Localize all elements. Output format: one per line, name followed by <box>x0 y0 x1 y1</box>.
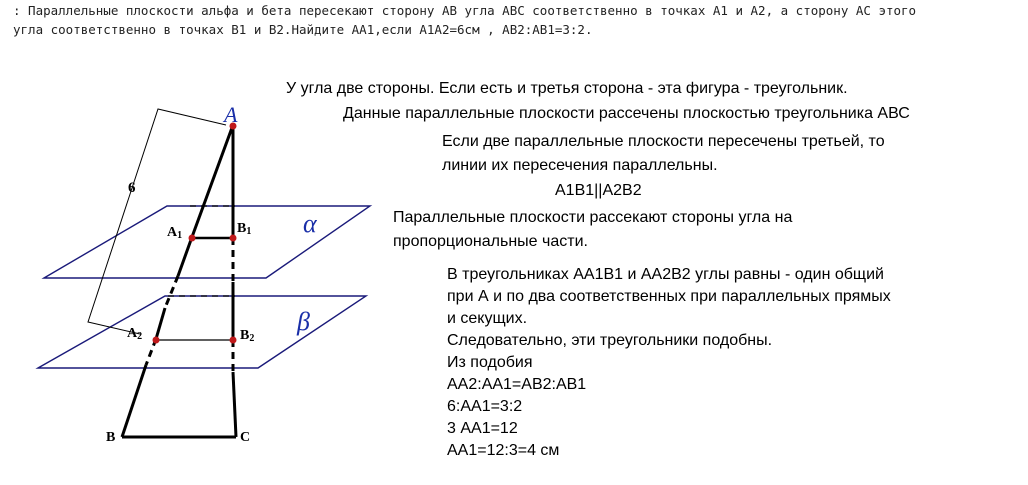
conclusion-line: Следовательно, эти треугольники подобны. <box>447 332 773 349</box>
conclusion-line: АА2:АА1=АВ2:АВ1 <box>447 376 587 393</box>
solution-line-2: Данные параллельные плоскости рассечены плоскостью треугольника АВС <box>343 105 910 122</box>
plane-alpha <box>44 206 370 278</box>
side-ab-middle-2 <box>156 308 165 339</box>
label-a2: A2 <box>127 326 143 342</box>
conclusion-line: 3 АА1=12 <box>447 420 518 437</box>
side-ab-top <box>192 125 233 237</box>
conclusion-line: при А и по два соответственных при параллельных прямых <box>447 288 891 305</box>
conclusion-line: В треугольниках АА1В1 и АА2В2 углы равны - один общий <box>447 266 884 283</box>
side-ab-hidden-1 <box>165 276 178 308</box>
label-alpha: α <box>303 209 317 238</box>
label-c: C <box>240 430 251 445</box>
label-a1: A1 <box>167 225 183 241</box>
label-length-6: 6 <box>128 180 136 196</box>
problem-statement: : Параллельные плоскости альфа и бета пересекают сторону АВ угла АВС соответственно в точках А1 и А2, а сторону АС этого угла соответственно в точках В1 и В2.Найдите АА1,если А1А2=6см , АВ2:АВ1=3:2. <box>13 3 917 37</box>
conclusion-line: АА1=12:3=4 см <box>447 442 560 459</box>
proportional-line-2: пропорциональные части. <box>393 233 588 250</box>
point-a2 <box>153 337 160 344</box>
theorem-line-2: линии их пересечения параллельны. <box>442 157 718 174</box>
point-b2 <box>230 337 237 344</box>
theorem-line-1: Если две параллельные плоскости пересечены третьей, то <box>442 133 885 150</box>
side-ab-bottom <box>122 365 146 437</box>
side-ab-middle <box>178 237 192 276</box>
label-b1: B1 <box>237 221 252 237</box>
label-b2: B2 <box>240 328 255 344</box>
conclusion-line: 6:АА1=3:2 <box>447 398 523 415</box>
proportional-line-1: Параллельные плоскости рассекают стороны угла на <box>393 209 793 226</box>
label-beta: β <box>297 307 310 336</box>
conclusion-line: и секущих. <box>447 310 528 327</box>
parallel-statement: А1В1||А2В2 <box>555 182 642 199</box>
point-a1 <box>189 235 196 242</box>
label-a: A <box>224 102 238 127</box>
conclusion-block <box>447 264 891 462</box>
side-ac-bottom <box>233 372 236 437</box>
plane-beta <box>38 296 366 368</box>
point-b1 <box>230 235 237 242</box>
conclusion-line: Из подобия <box>447 354 533 371</box>
solution-line-1: У угла две стороны. Если есть и третья сторона - эта фигура - треугольник. <box>286 80 848 97</box>
label-b: B <box>106 430 116 445</box>
